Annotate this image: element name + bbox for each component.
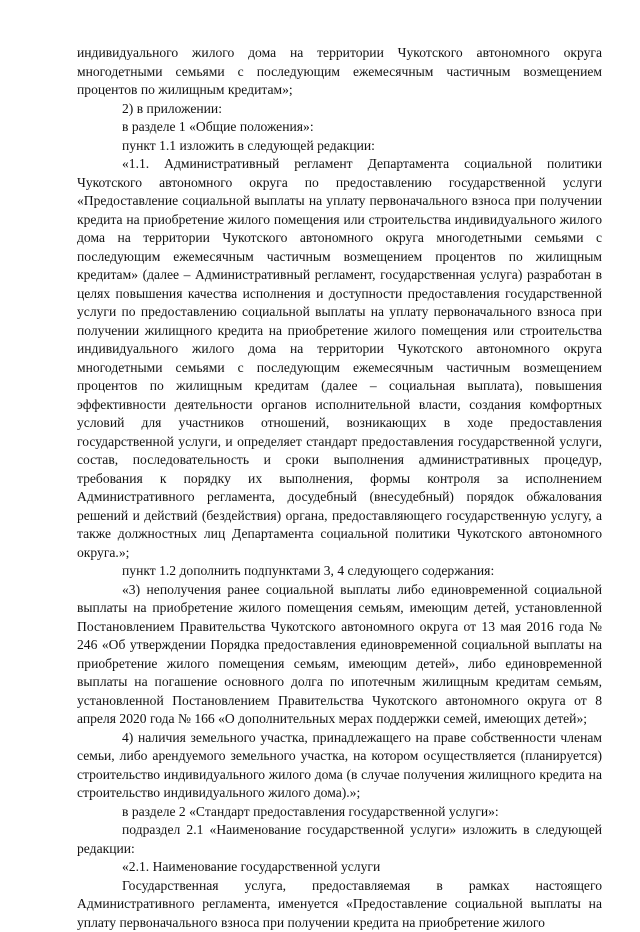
paragraph-4: пункт 1.1 изложить в следующей редакции: [77, 137, 602, 156]
paragraph-11: «2.1. Наименование государственной услуги [77, 858, 602, 877]
paragraph-2: 2) в приложении: [77, 100, 602, 119]
paragraph-5: «1.1. Административный регламент Департамента социальной политики Чукотского автономного округа по предоставлению государственной услуги «Предоставление социальной выплаты на уплату первоначального взноса при получении кредита на приобретение жилого помещения или строительства индивидуального жилого дома на территории Чукотского автономного округа многодетными семьями с последующим ежемесячным частичным возмещением процентов по жилищным кредитам» (далее – Административный регламент, государственная услуга) разработан в целях повышения качества исполнения и доступности предоставления государственной услуги по предоставлению социальной выплаты на уплату первоначального взноса при получении жилищного кредита на приобретение жилого помещения или строительства индивидуального жилого дома на территории Чукотского автономного округа многодетными семьями с последующим ежемесячным частичным возмещением процентов по жилищным кредитам (далее – социальная выплата), повышения эффективности деятельности органов исполнительной власти, создания комфортных условий для участников отношений, возникающих в ходе предоставления государственной услуги, и определяет стандарт предоставления государственной услуги, состав, последовательность и сроки выполнения административных процедур, требования к порядку их выполнения, формы контроля за исполнением Административного регламента, досудебный (внесудебный) порядок обжалования решений и действий (бездействия) органа, предоставляющего государственную услугу, а также должностных лиц Департамента социальной политики Чукотского автономного округа.»; [77, 155, 602, 562]
document-page [77, 44, 602, 932]
paragraph-12: Государственная услуга, предоставляемая в рамках настоящего Административного регламента, именуется «Предоставление социальной выплаты на уплату первоначального взноса при получении кредита на приобретение жилого [77, 877, 602, 932]
paragraph-9: в разделе 2 «Стандарт предоставления государственной услуги»: [77, 803, 602, 822]
paragraph-3: в разделе 1 «Общие положения»: [77, 118, 602, 137]
paragraph-1: индивидуального жилого дома на территории Чукотского автономного округа многодетными семьями с последующим ежемесячным частичным возмещением процентов по жилищным кредитам»; [77, 44, 602, 100]
paragraph-8: 4) наличия земельного участка, принадлежащего на праве собственности членам семьи, либо арендуемого земельного участка, на котором осуществляется (планируется) строительство индивидуального жилого дома (в случае получения жилищного кредита на строительство индивидуального жилого дома).»; [77, 729, 602, 803]
paragraph-6: пункт 1.2 дополнить подпунктами 3, 4 следующего содержания: [77, 562, 602, 581]
paragraph-7: «3) неполучения ранее социальной выплаты либо единовременной социальной выплаты на приобретение жилого помещения семьям, имеющим детей, установленной Постановлением Правительства Чукотского автономного округа от 13 мая 2016 года № 246 «Об утверждении Порядка предоставления единовременной социальной выплаты на приобретение жилого помещения семьям, имеющим детей», либо единовременной выплаты на погашение основного долга по ипотечным жилищным кредитам семьям, установленной Постановлением Правительства Чукотского автономного округа от 8 апреля 2020 года № 166 «О дополнительных мерах поддержки семей, имеющих детей»; [77, 581, 602, 729]
paragraph-10: подраздел 2.1 «Наименование государственной услуги» изложить в следующей редакции: [77, 821, 602, 858]
